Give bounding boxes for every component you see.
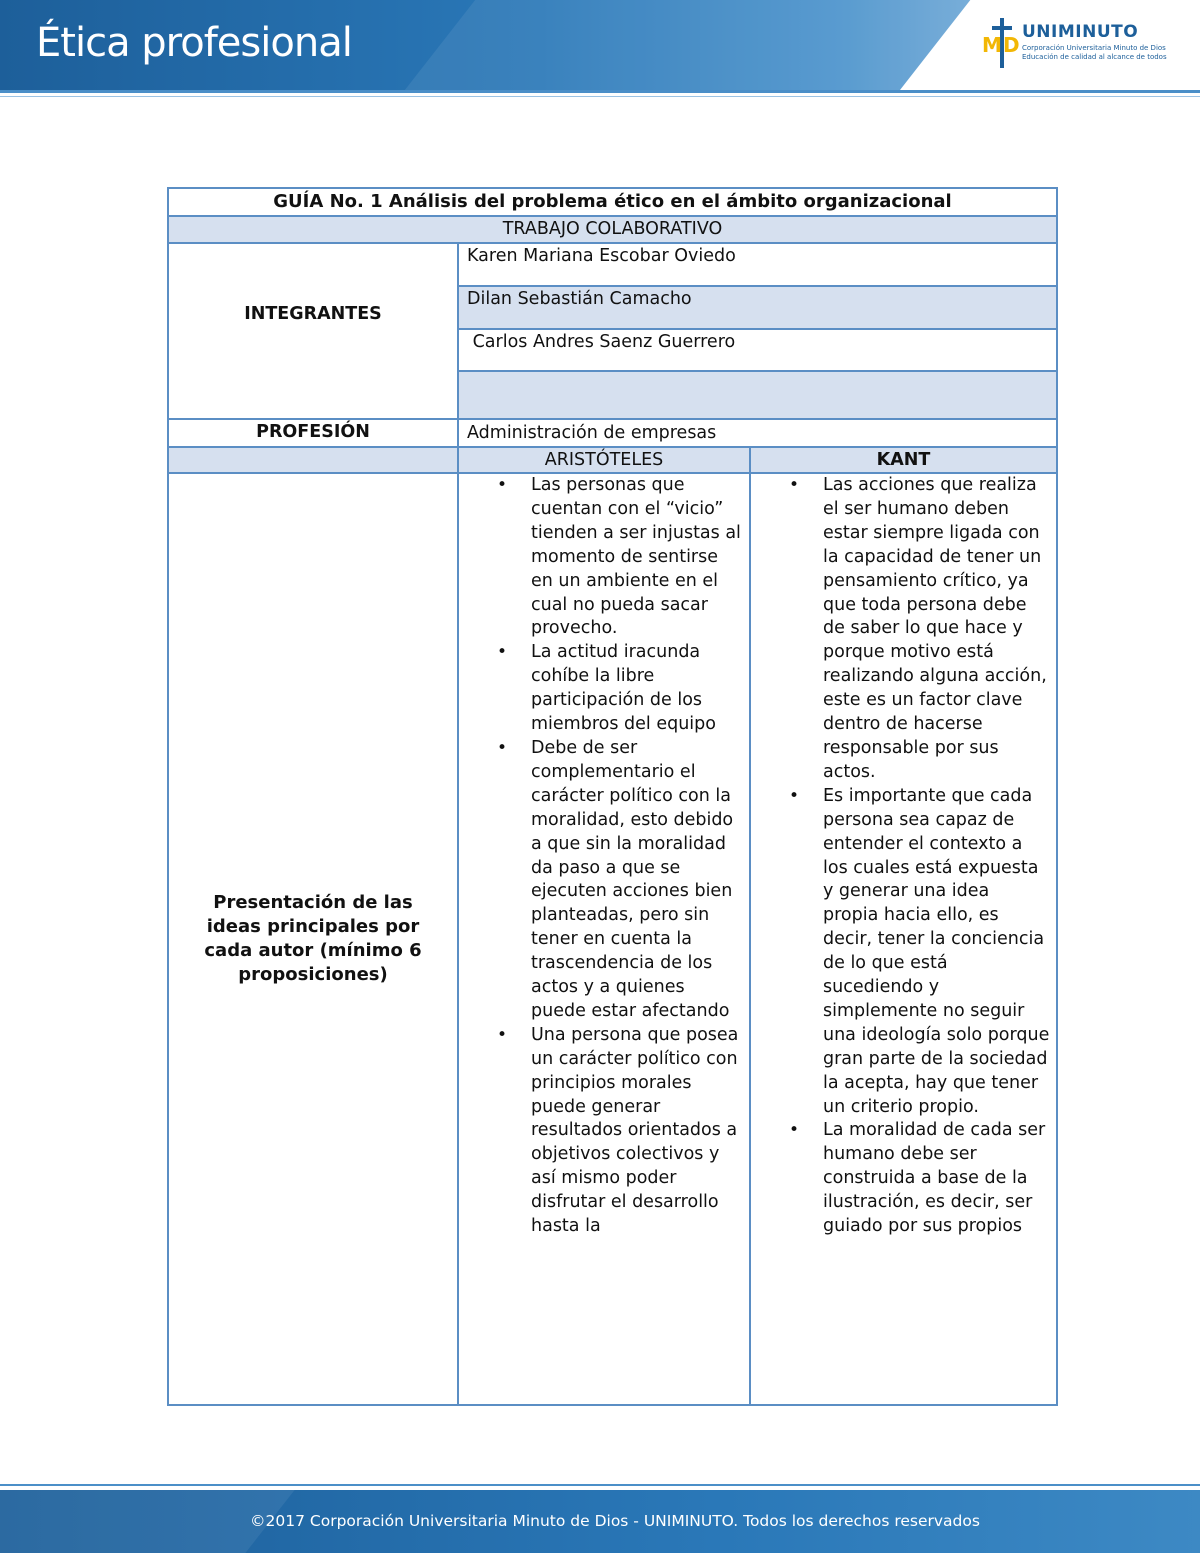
header-decor-stripe — [405, 0, 995, 90]
list-item: • La actitud iracunda cohíbe la libre participación de los miembros del equipo — [531, 641, 743, 737]
column-aristoteles: ARISTÓTELES — [458, 447, 750, 473]
guide-subtitle: TRABAJO COLABORATIVO — [168, 216, 1057, 243]
list-item: • Debe de ser complementario el carácter político con la moralidad, esto debido a que sin la moralidad da paso a que se ejecuten acciones bien planteadas, pero sin tener en cuenta la trascendencia de los actos y a quienes puede estar afectando — [531, 737, 743, 1024]
aristoteles-list — [459, 474, 743, 1239]
list-item: • Las acciones que realiza el ser humano deben estar siempre ligada con la capacidad de tener un pensamiento crítico, ya que toda persona debe de saber lo que hace y porque motivo está realizando alguna acción, este es un factor clave dentro de hacerse responsable por sus actos. — [823, 474, 1050, 785]
list-item: • Las personas que cuentan con el “vicio” tienden a ser injustas al momento de sentirse en un ambiente en el cual no pueda sacar provecho. — [531, 474, 743, 641]
svg-text:D: D — [1003, 33, 1020, 57]
profesion-label: PROFESIÓN — [168, 419, 458, 447]
header-rule-thin — [0, 96, 1200, 97]
profesion-value: Administración de empresas — [458, 419, 1057, 447]
footer-rule — [0, 1484, 1200, 1486]
header-blank-cell — [168, 447, 458, 473]
member-3: Carlos Andres Saenz Guerrero — [458, 329, 1057, 371]
list-item: • Una persona que posea un carácter político con principios morales puede generar resultados orientados a objetivos colectivos y así mismo poder disfrutar el desarrollo hasta la — [531, 1024, 743, 1239]
page-header — [0, 0, 1200, 90]
aristoteles-ideas — [458, 473, 750, 1405]
integrantes-label: INTEGRANTES — [168, 243, 458, 419]
list-item: • La moralidad de cada ser humano debe ser construida a base de la ilustración, es decir, ser guiado por sus propios — [823, 1119, 1050, 1239]
uniminuto-logo — [982, 18, 1172, 70]
document-title: Ética profesional — [36, 20, 352, 66]
presentacion-label: Presentación de las ideas principales por cada autor (mínimo 6 proposiciones) — [168, 473, 458, 1405]
kant-ideas — [750, 473, 1057, 1405]
uniminuto-logo-icon — [982, 18, 1024, 68]
header-rule — [0, 90, 1200, 93]
logo-tagline: Corporación Universitaria Minuto de Dios Educación de calidad al alcance de todos — [1022, 44, 1167, 61]
guide-table — [167, 187, 1058, 1406]
footer-copyright: ©2017 Corporación Universitaria Minuto de Dios - UNIMINUTO. Todos los derechos reservados — [250, 1512, 980, 1530]
kant-list — [751, 474, 1050, 1239]
member-4 — [458, 371, 1057, 419]
logo-wordmark: UNIMINUTO — [1022, 22, 1139, 42]
member-2: Dilan Sebastián Camacho — [458, 286, 1057, 329]
column-kant: KANT — [750, 447, 1057, 473]
list-item: • Es importante que cada persona sea capaz de entender el contexto a los cuales está expuesta y generar una idea propia hacia ello, es decir, tener la conciencia de lo que está sucediendo y simplemente no seguir una ideología solo porque gran parte de la sociedad la acepta, hay que tener un criterio propio. — [823, 785, 1050, 1120]
svg-text:M: M — [982, 33, 1002, 57]
member-1: Karen Mariana Escobar Oviedo — [458, 243, 1057, 286]
guide-title: GUÍA No. 1 Análisis del problema ético en el ámbito organizacional — [168, 188, 1057, 216]
